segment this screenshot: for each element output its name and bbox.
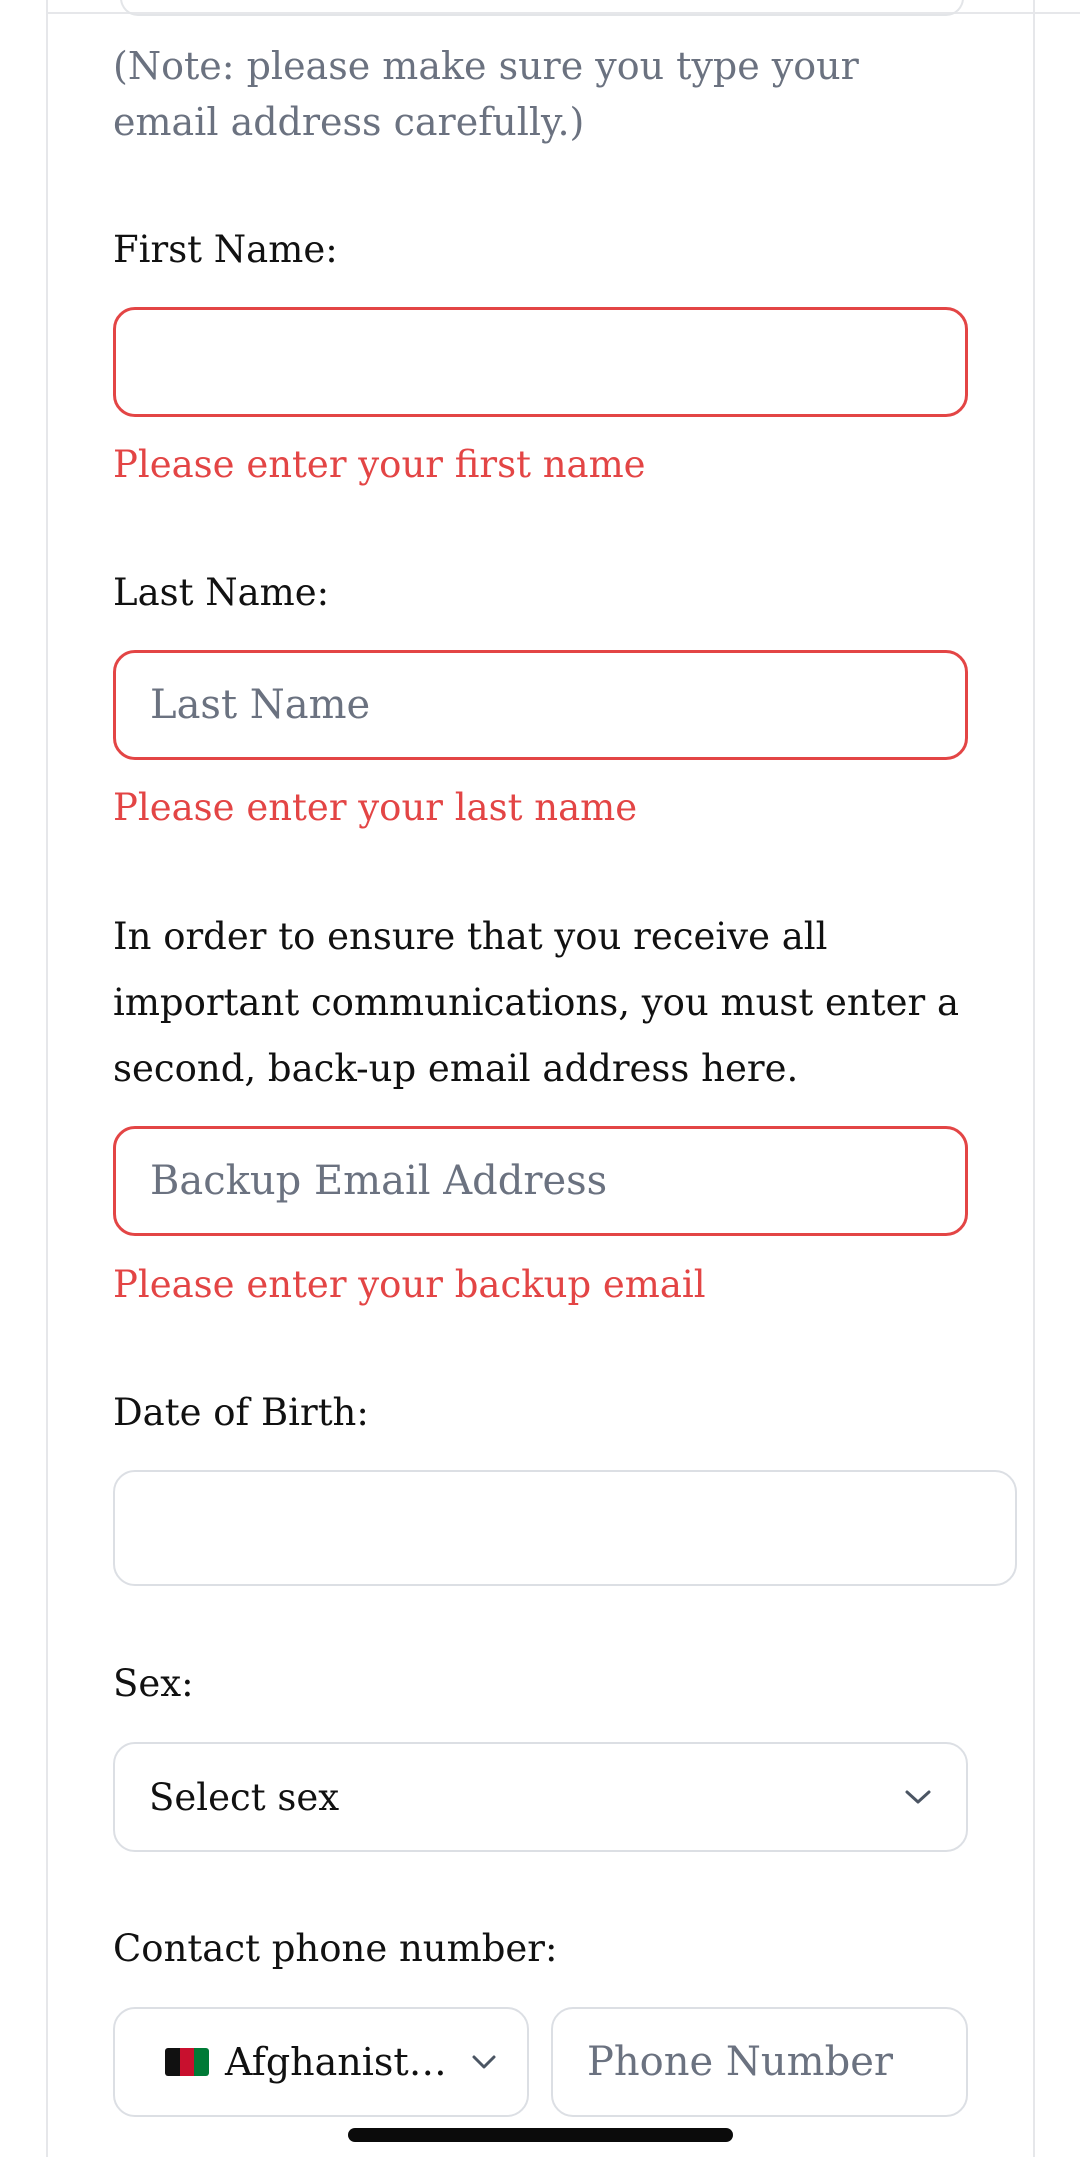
contact-phone-label: Contact phone number: — [113, 1927, 558, 1970]
sex-selected-value: Select sex — [149, 1775, 340, 1819]
phone-number-field[interactable] — [553, 2009, 966, 2115]
country-code-select[interactable] — [113, 2007, 529, 2117]
backup-email-error: Please enter your backup email — [113, 1263, 706, 1306]
date-of-birth-field[interactable] — [115, 1472, 1015, 1584]
backup-email-field-wrapper — [113, 1126, 968, 1236]
backup-email-field[interactable] — [116, 1129, 965, 1233]
backup-email-description: In order to ensure that you receive all important communications, you must enter a second, back-up email address here. — [113, 915, 960, 1090]
chevron-down-icon — [904, 1787, 932, 1807]
last-name-error: Please enter your last name — [113, 786, 638, 829]
email-note: (Note: please make sure you type your email address carefully.) — [113, 44, 859, 144]
date-of-birth-field-wrapper — [113, 1470, 1017, 1586]
content-left-border — [46, 0, 48, 2157]
first-name-field[interactable] — [116, 310, 965, 414]
email-field-partial[interactable] — [120, 0, 964, 16]
afghanistan-flag-icon — [165, 2048, 209, 2076]
phone-number-field-wrapper — [551, 2007, 968, 2117]
home-indicator — [348, 2128, 733, 2142]
country-selected-value: Afghanist… — [225, 2040, 447, 2084]
sex-select[interactable] — [113, 1742, 968, 1852]
last-name-label: Last Name: — [113, 571, 330, 614]
first-name-field-wrapper — [113, 307, 968, 417]
last-name-field-wrapper — [113, 650, 968, 760]
sex-label: Sex: — [113, 1662, 194, 1705]
first-name-error: Please enter your first name — [113, 443, 646, 486]
content-right-border — [1033, 0, 1035, 2157]
first-name-label: First Name: — [113, 228, 338, 271]
last-name-field[interactable] — [116, 653, 965, 757]
date-of-birth-label: Date of Birth: — [113, 1391, 369, 1434]
chevron-down-icon — [471, 2053, 497, 2071]
